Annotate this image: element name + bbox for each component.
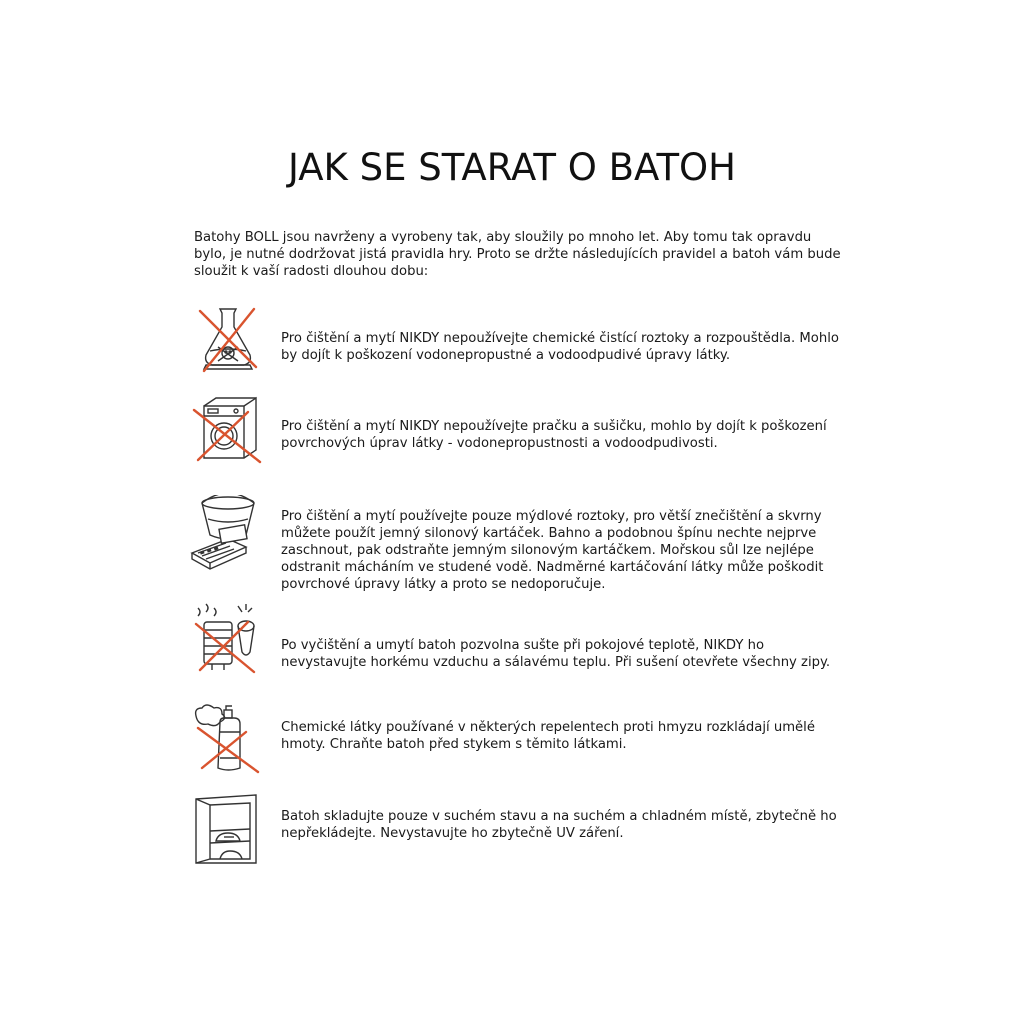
care-rule-repellents xyxy=(190,702,850,774)
spray-can-icon xyxy=(190,702,266,774)
wardrobe-icon xyxy=(190,793,266,865)
care-rule-text: Po vyčištění a umytí batoh pozvolna sušte při pokojové teplotě, NIKDY ho nevystavujte horkému vzduchu a sálavému teplu. Při sušení otevřete všechny zipy. xyxy=(281,638,831,670)
care-rule-text: Batoh skladujte pouze v suchém stavu a na suchém a chladném místě, zbytečně ho nepřekládejte. Nevystavujte ho zbytečně UV záření. xyxy=(281,809,837,841)
bucket-brush-icon xyxy=(190,495,266,567)
care-rule-drying xyxy=(190,602,850,674)
care-rule-soap-brush xyxy=(190,495,850,592)
care-rule-text: Pro čištění a mytí používejte pouze mýdlové roztoky, pro větší znečištění a skvrny můžete použít jemný silonový kartáček. Bahno a podobnou špínu nechte nejprve zaschnout, pak odstraňte jemným silonovým kartáčkem. Mořskou sůl lze nejlépe odstranit mácháním ve studené vodě. Nadměrné kartáčování látky může poškodit povrchové úpravy látky a proto se nedoporučuje. xyxy=(281,509,824,592)
chemical-flask-icon xyxy=(190,303,266,375)
care-rule-storage xyxy=(190,793,850,865)
care-rule-text: Chemické látky používané v některých repelentech proti hmyzu rozkládají umělé hmoty. Chraňte batoh před stykem s těmito látkami. xyxy=(281,720,815,752)
heater-dryer-icon xyxy=(190,602,266,674)
care-rule-chemicals xyxy=(190,303,850,375)
intro-paragraph: Batohy BOLL jsou navrženy a vyrobeny tak, aby sloužily po mnoho let. Aby tomu tak opravdu bylo, je nutné dodržovat jistá pravidla hry. Proto se držte následujících pravidel a batoh vám bude sloužit k vaší radosti dlouhou dobu: xyxy=(194,230,841,279)
page-title: JAK SE STARAT O BATOH xyxy=(287,146,736,189)
washing-machine-icon xyxy=(190,394,266,466)
care-rule-text: Pro čištění a mytí NIKDY nepoužívejte pračku a sušičku, mohlo by dojít k poškození povrchových úprav látky - vodonepropustnosti a vodoodpudivosti. xyxy=(281,419,827,451)
care-rule-text: Pro čištění a mytí NIKDY nepoužívejte chemické čistící roztoky a rozpouštědla. Mohlo by dojít k poškození vodonepropustné a vodoodpudivé úpravy látky. xyxy=(281,331,839,363)
care-rule-washing-machine xyxy=(190,394,850,466)
